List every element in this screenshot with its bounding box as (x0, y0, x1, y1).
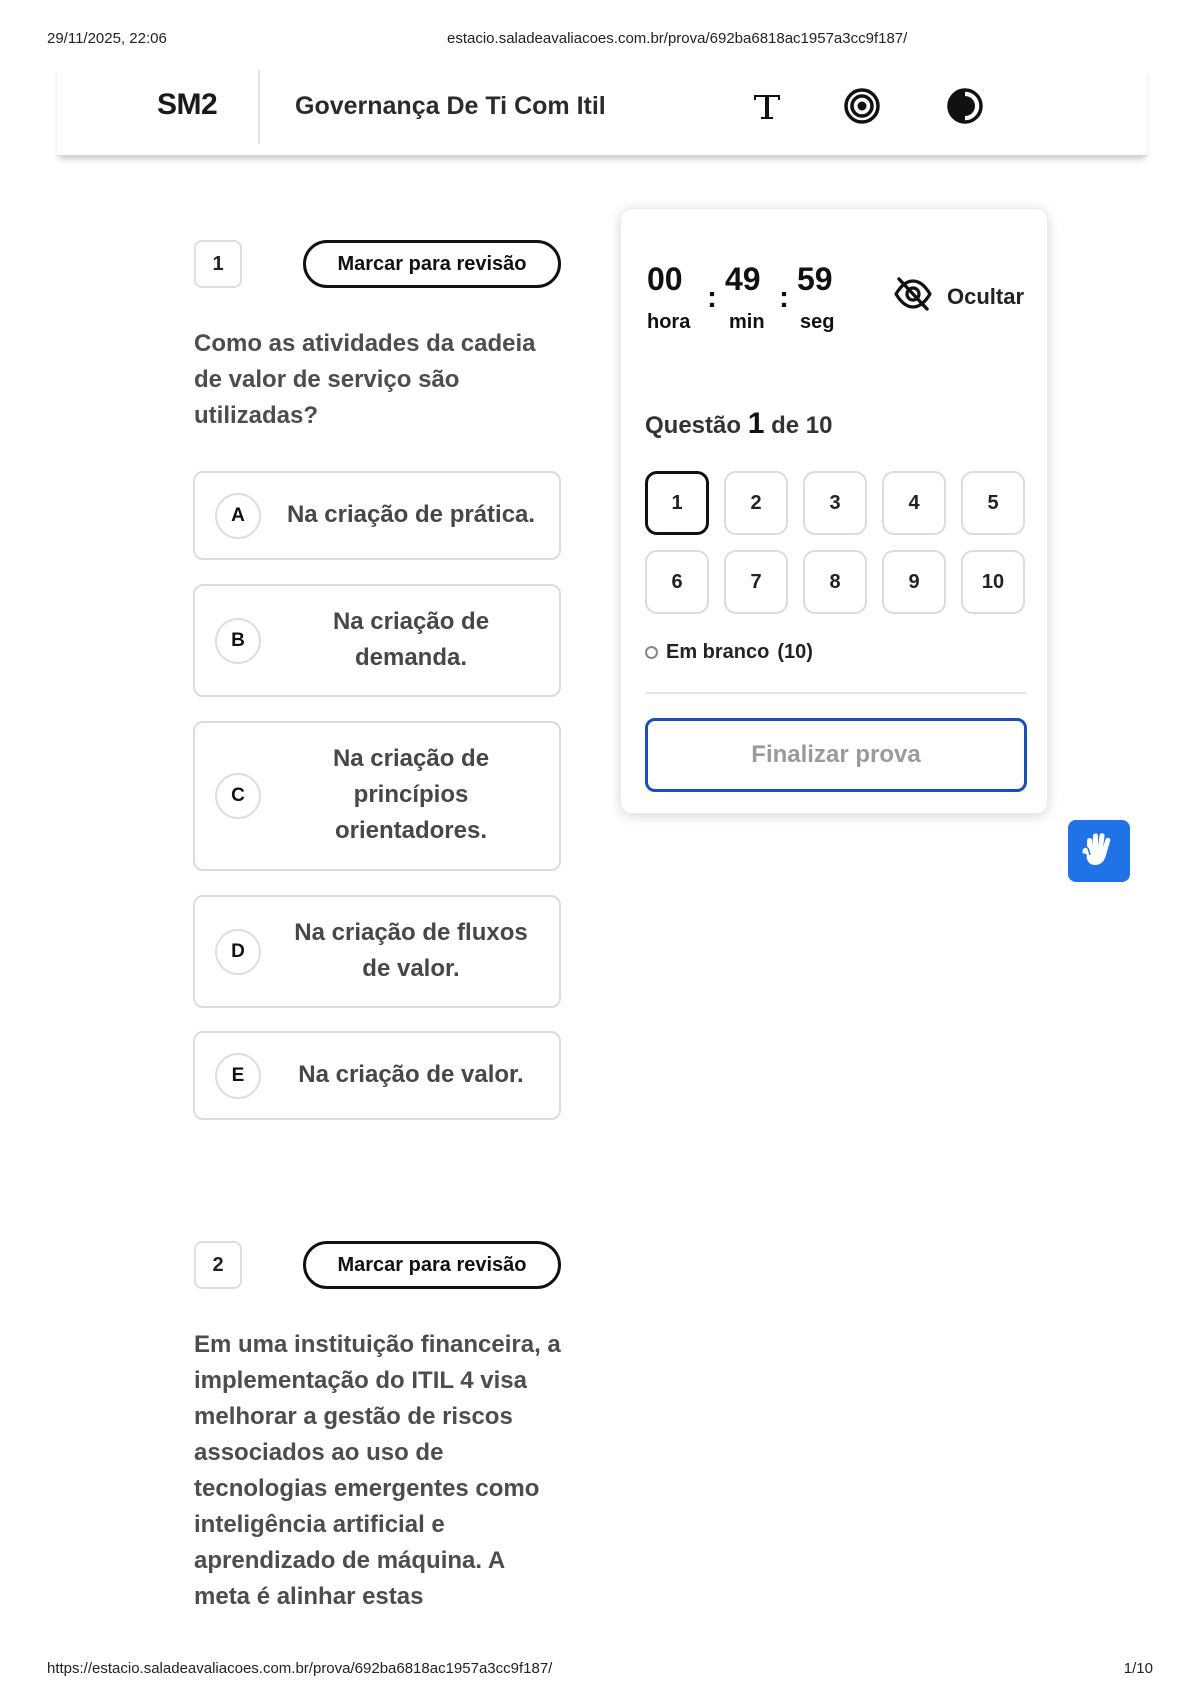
question-text-line: aprendizado de máquina. A (194, 1547, 506, 1574)
panel-divider (645, 692, 1027, 694)
question-nav-button[interactable]: 5 (961, 471, 1025, 535)
print-datetime: 29/11/2025, 22:06 (47, 30, 167, 47)
option-text-line: princípios (353, 781, 469, 808)
option-letter: C (215, 773, 261, 819)
option-text-line: demanda. (354, 644, 468, 671)
question-number: 1 (194, 240, 242, 288)
question-text (194, 326, 574, 434)
course-code: SM2 (157, 88, 218, 121)
timer-seconds-label: seg (800, 311, 835, 333)
print-page-number: 1/10 (1123, 1660, 1153, 1677)
option-text-line: Na criação de prática. (286, 501, 536, 528)
question-text (194, 1327, 594, 1615)
question-text-line: implementação do ITIL 4 visa (194, 1367, 527, 1394)
question-text-line: Em uma instituição financeira, a (194, 1331, 561, 1358)
option-text (275, 915, 547, 987)
question-nav-button[interactable]: 4 (882, 471, 946, 535)
question-text-line: Como as atividades da cadeia (194, 330, 536, 357)
timer-minutes: 49 (725, 261, 761, 297)
option-text-line: Na criação de (332, 608, 490, 635)
timer-hours-label: hora (647, 311, 691, 333)
blank-dot-icon (645, 646, 658, 659)
question-counter-suffix: de 10 (771, 412, 833, 439)
question-nav-button[interactable]: 7 (724, 550, 788, 614)
print-header (47, 30, 1153, 50)
option-d[interactable] (193, 895, 561, 1008)
question-text-line: associados ao uso de (194, 1439, 444, 1466)
option-text-line: Na criação de valor. (298, 1061, 524, 1088)
option-letter: A (215, 493, 261, 539)
question-nav-button[interactable]: 9 (882, 550, 946, 614)
question-text-line: melhorar a gestão de riscos (194, 1403, 513, 1430)
question-counter-prefix: Questão (645, 412, 742, 439)
option-text (275, 604, 547, 676)
option-a[interactable] (193, 471, 561, 560)
header-divider (258, 70, 260, 144)
question-text-line: utilizadas? (194, 402, 319, 429)
question-text-line: inteligência artificial e (194, 1511, 445, 1538)
option-e[interactable] (193, 1031, 561, 1120)
question-counter-current: 1 (747, 407, 765, 440)
course-title: Governança De Ti Com Itil (295, 92, 606, 120)
blank-status-count: (10) (777, 641, 813, 663)
option-letter: B (215, 618, 261, 664)
blank-status-label: Em branco (666, 641, 770, 663)
option-text-line: Na criação de (332, 745, 490, 772)
print-url: estacio.saladeavaliacoes.com.br/prova/692ba6818ac1957a3cc9f187/ (447, 30, 908, 47)
timer-hours: 00 (647, 261, 683, 297)
option-text (275, 741, 547, 849)
focus-target-icon[interactable] (839, 83, 885, 129)
print-footer-url: https://estacio.saladeavaliacoes.com.br/prova/692ba6818ac1957a3cc9f187/ (47, 1660, 553, 1677)
eye-off-icon (893, 274, 933, 320)
text-size-icon[interactable] (744, 83, 790, 129)
question-text-line: meta é alinhar estas (194, 1583, 424, 1610)
question-text-line: de valor de serviço são (194, 366, 460, 393)
print-footer (47, 1660, 1153, 1680)
question-number: 2 (194, 1241, 242, 1289)
blank-status (645, 641, 813, 664)
finish-exam-button[interactable]: Finalizar prova (645, 718, 1027, 792)
option-text-line: de valor. (362, 955, 460, 982)
sign-language-icon[interactable] (1068, 820, 1130, 882)
option-text (275, 1057, 547, 1093)
question-nav-button[interactable]: 1 (645, 471, 709, 535)
timer-separator: : (779, 281, 789, 314)
option-text (275, 497, 547, 533)
option-letter: E (215, 1053, 261, 1099)
timer-seconds: 59 (797, 261, 833, 297)
timer-separator: : (707, 281, 717, 314)
hide-timer-button[interactable] (893, 275, 1024, 319)
mark-review-button[interactable]: Marcar para revisão (303, 240, 561, 288)
question-nav-button[interactable]: 2 (724, 471, 788, 535)
option-letter: D (215, 929, 261, 975)
app-header (57, 66, 1147, 156)
question-nav-button[interactable]: 10 (961, 550, 1025, 614)
hide-timer-label: Ocultar (947, 284, 1025, 309)
mark-review-button[interactable]: Marcar para revisão (303, 1241, 561, 1289)
timer-minutes-label: min (729, 311, 765, 333)
option-text-line: Na criação de fluxos (294, 919, 528, 946)
exam-panel (620, 208, 1048, 814)
question-nav-button[interactable]: 8 (803, 550, 867, 614)
question-nav-button[interactable]: 6 (645, 550, 709, 614)
contrast-icon[interactable] (942, 83, 988, 129)
option-b[interactable] (193, 584, 561, 697)
question-counter (645, 407, 832, 441)
question-nav-button[interactable]: 3 (803, 471, 867, 535)
option-c[interactable] (193, 721, 561, 871)
question-text-line: tecnologias emergentes como (194, 1475, 540, 1502)
option-text-line: orientadores. (334, 817, 488, 844)
